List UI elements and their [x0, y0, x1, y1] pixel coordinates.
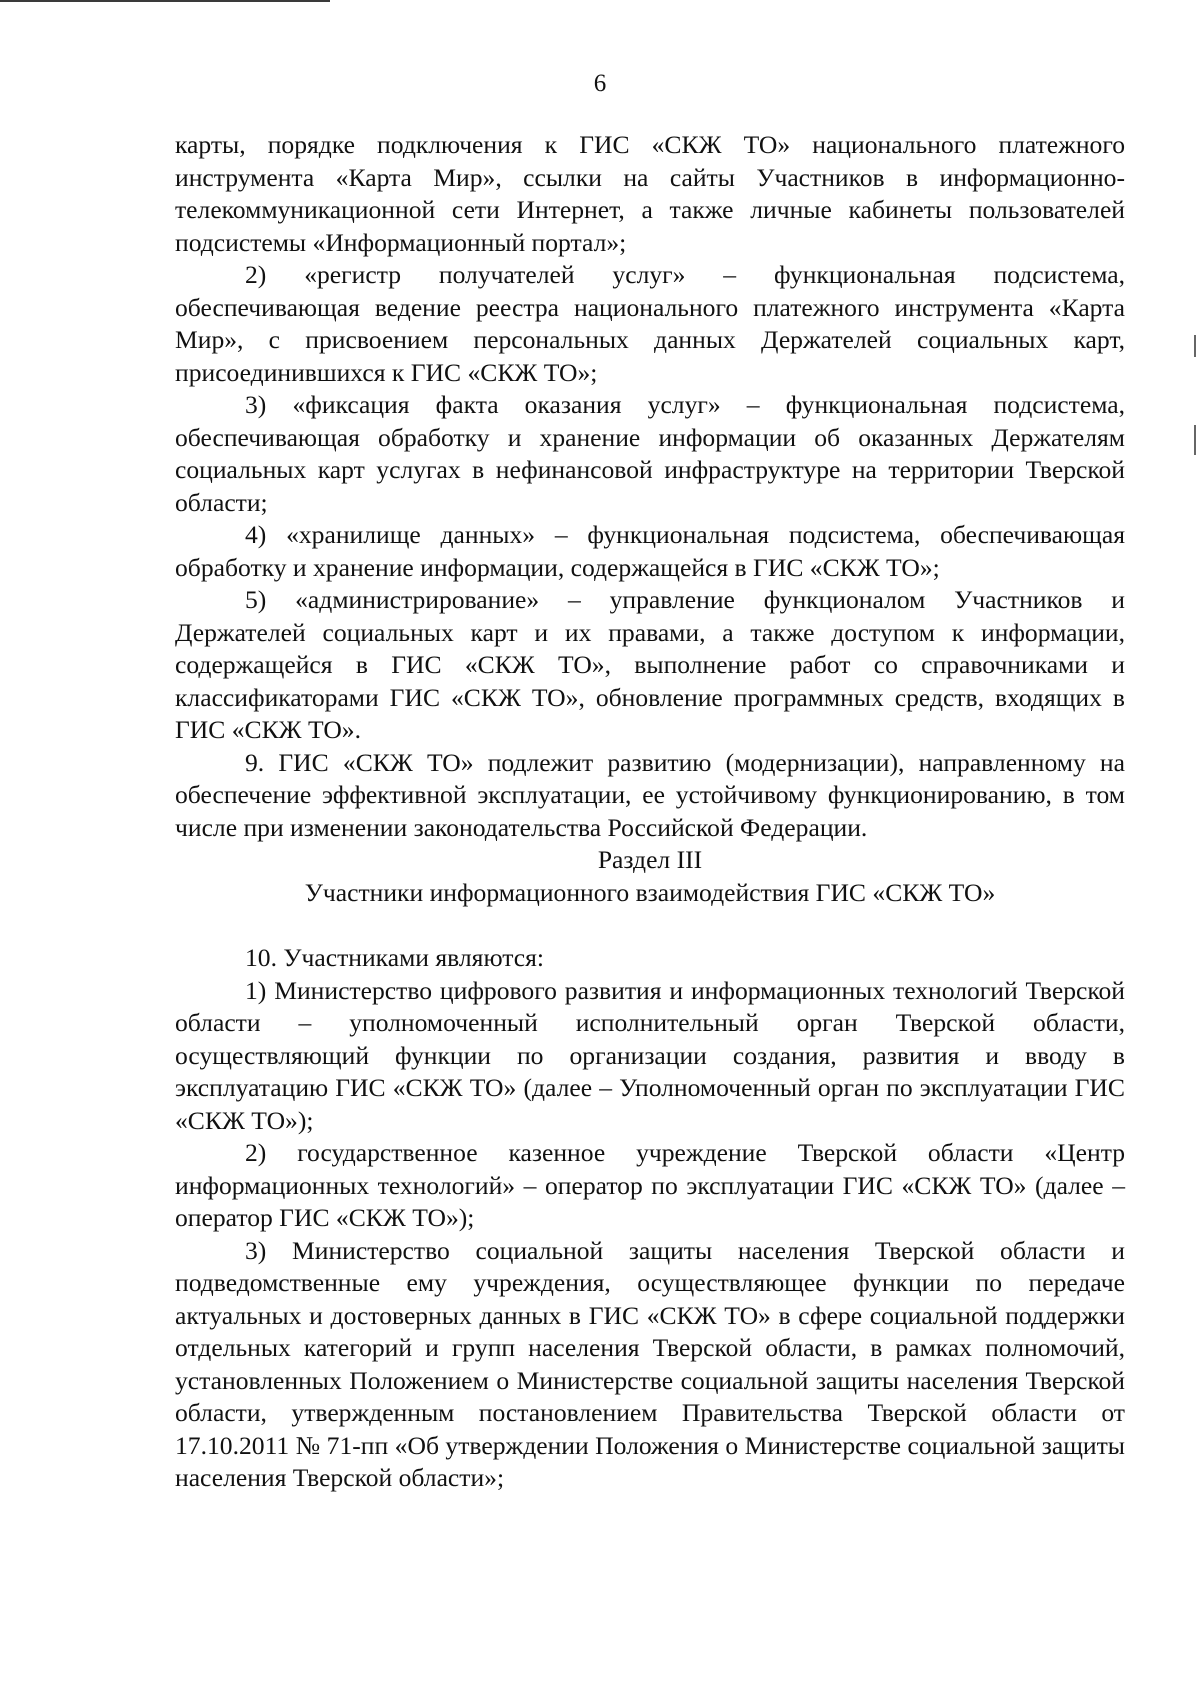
paragraph-item-3: 3) «фиксация факта оказания услуг» – функциональная подсистема, обеспечивающая обработку и хранение информации об оказанных Держателям социальных карт услугах в нефинансовой инфраструктуре на территории Тверской области; — [175, 390, 1125, 517]
section-title: Участники информационного взаимодействия ГИС «СКЖ ТО» — [304, 877, 996, 907]
document-body — [175, 129, 1125, 1495]
paragraph-item-2: 2) «регистр получателей услуг» – функциональная подсистема, обеспечивающая ведение реестра национального платежного инструмента «Карта Мир», с присвоением персональных данных Держателей социальных карт, присоединившихся к ГИС «СКЖ ТО»; — [175, 260, 1125, 387]
scan-edge-mark — [1194, 335, 1196, 357]
paragraph-item-4: 4) «хранилище данных» – функциональная подсистема, обеспечивающая обработку и хранение информации, содержащейся в ГИС «СКЖ ТО»; — [175, 520, 1125, 582]
scan-edge-mark — [1194, 425, 1196, 455]
page-number: 6 — [593, 70, 607, 97]
section-label: Раздел III — [597, 845, 703, 874]
paragraph-participant-3: 3) Министерство социальной защиты населения Тверской области и подведомственные ему учреждения, осуществляющее функции по передаче актуальных и достоверных данных в ГИС «СКЖ ТО» в сфере социальной поддержки отдельных категорий и групп населения Тверской области, в рамках полномочий, установленных Положением о Министерстве социальной защиты населения Тверской области, утвержденным постановлением Правительства Тверской области от 17.10.2011 № 71-пп «Об утверждении Положения о Министерстве социальной защиты населения Тверской области»; — [175, 1235, 1125, 1492]
paragraph-participant-1: 1) Министерство цифрового развития и информационных технологий Тверской области – уполномоченный исполнительный орган Тверской области, осуществляющий функции по организации создания, развития и вводу в эксплуатацию ГИС «СКЖ ТО» (далее – Уполномоченный орган по эксплуатации ГИС «СКЖ ТО»); — [175, 975, 1125, 1135]
paragraph-clause-10: 10. Участниками являются: — [245, 943, 544, 972]
scan-edge-line — [0, 0, 330, 2]
paragraph-clause-9: 9. ГИС «СКЖ ТО» подлежит развитию (модернизации), направленному на обеспечение эффективной эксплуатации, ее устойчивому функционированию, в том числе при изменении законодательства Российской Федерации. — [175, 747, 1125, 842]
paragraph-continuation: карты, порядке подключения к ГИС «СКЖ ТО» национального платежного инструмента «Карта Мир», ссылки на сайты Участников в информационно-телекоммуникационной сети Интернет, а также личные кабинеты пользователей подсистемы «Информационный портал»; — [175, 130, 1125, 257]
section-spacer — [175, 909, 1125, 942]
paragraph-participant-2: 2) государственное казенное учреждение Тверской области «Центр информационных технологий» – оператор по эксплуатации ГИС «СКЖ ТО» (далее – оператор ГИС «СКЖ ТО»); — [175, 1138, 1125, 1232]
paragraph-item-5: 5) «администрирование» – управление функционалом Участников и Держателей социальных карт и их правами, а также доступом к информации, содержащейся в ГИС «СКЖ ТО», выполнение работ со справочниками и классификаторами ГИС «СКЖ ТО», обновление программных средств, входящих в ГИС «СКЖ ТО». — [175, 585, 1125, 744]
